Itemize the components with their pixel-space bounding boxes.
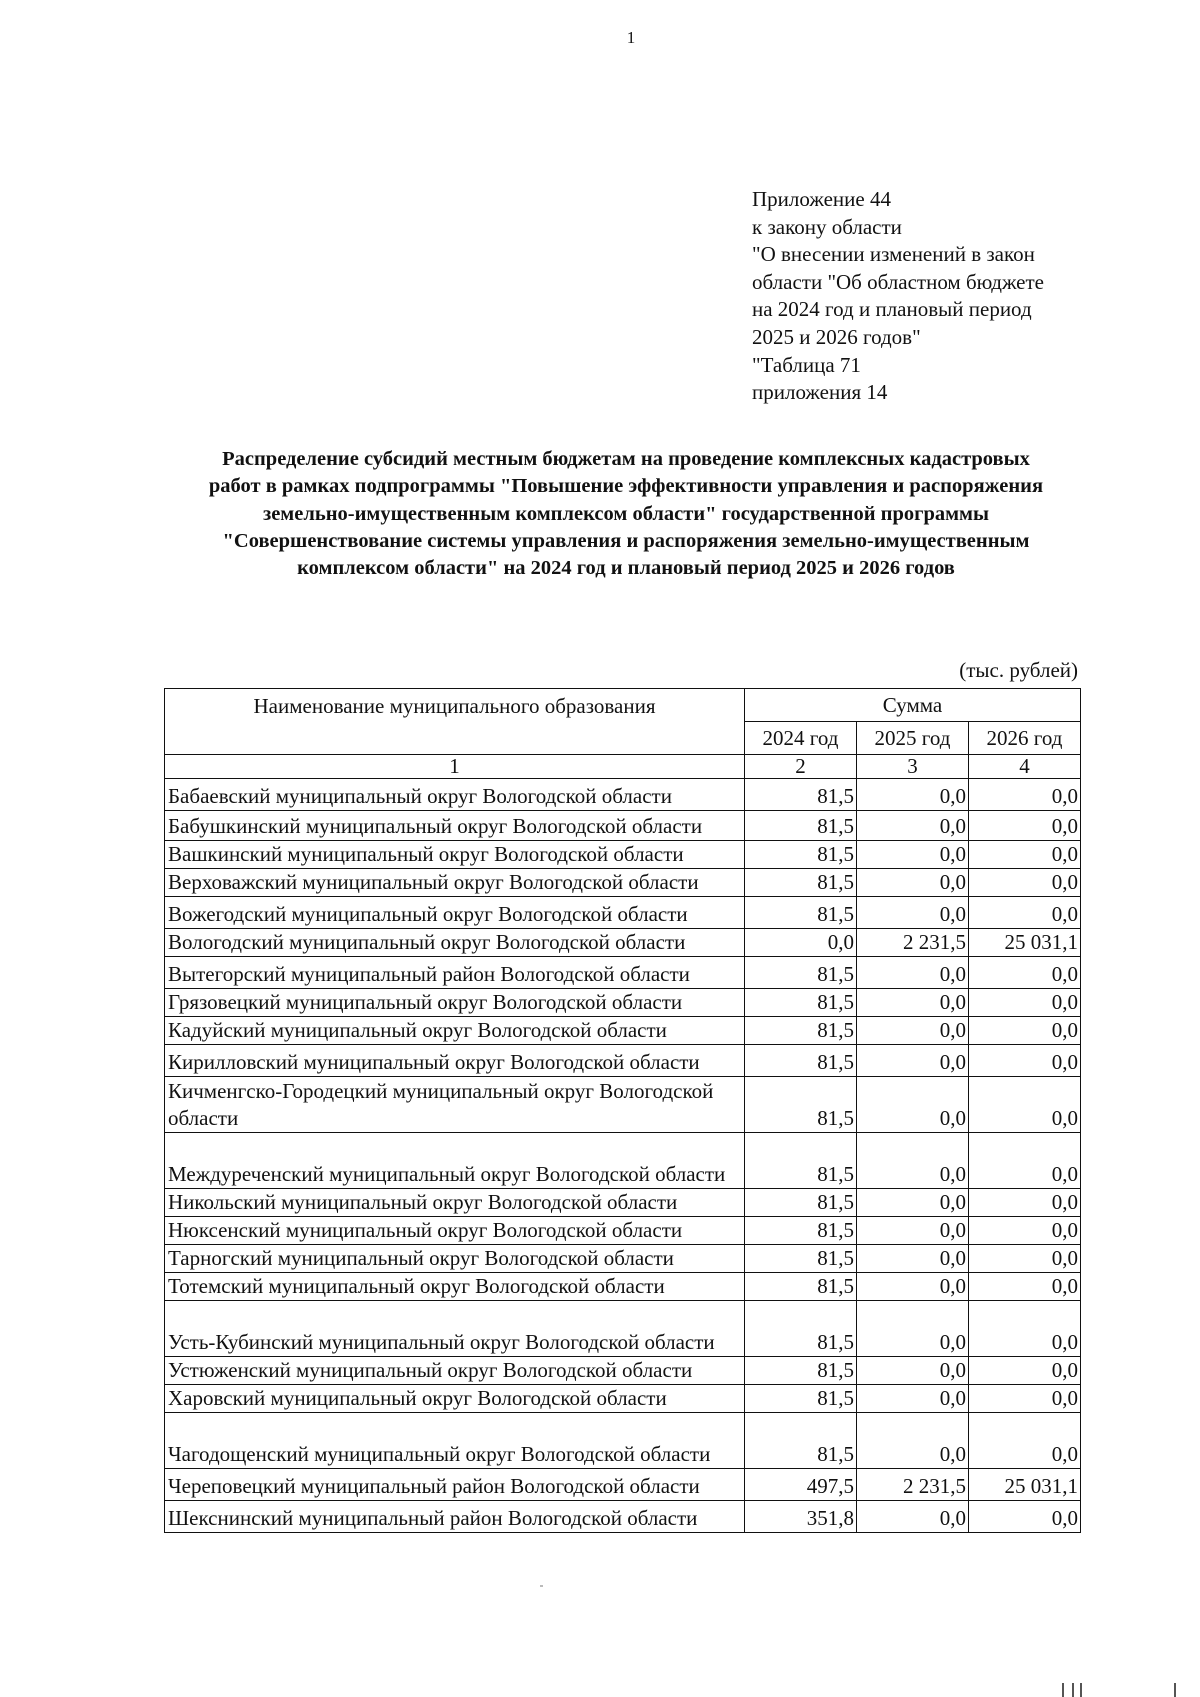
amount-2025-cell: 0,0 <box>857 957 969 989</box>
municipality-name-cell: Вологодский муниципальный округ Вологодской области <box>165 929 745 957</box>
amount-2026-cell: 0,0 <box>969 1217 1081 1245</box>
table-row <box>165 1189 1081 1217</box>
appendix-line: 2025 и 2026 годов" <box>752 324 921 349</box>
amount-2025-cell: 0,0 <box>857 1273 969 1301</box>
amount-2024-cell: 81,5 <box>745 1217 857 1245</box>
title-line: "Совершенствование системы управления и распоряжения земельно-имущественным <box>222 529 1030 552</box>
amount-2026-cell: 0,0 <box>969 1133 1081 1189</box>
amount-2026-cell: 0,0 <box>969 989 1081 1017</box>
appendix-line: Приложение 44 <box>752 187 891 211</box>
municipality-name-cell: Верховажский муниципальный округ Вологодской области <box>165 869 745 897</box>
amount-2025-cell: 0,0 <box>857 779 969 811</box>
amount-2025-cell: 0,0 <box>857 1413 969 1469</box>
amount-2025-cell: 0,0 <box>857 841 969 869</box>
amount-2024-cell: 81,5 <box>745 1385 857 1413</box>
header-year-2026: 2026 год <box>969 722 1081 755</box>
amount-2026-cell: 25 031,1 <box>969 929 1081 957</box>
amount-2025-cell: 0,0 <box>857 989 969 1017</box>
title-line: земельно-имущественным комплексом области" государственной программы <box>262 502 990 525</box>
amount-2024-cell: 81,5 <box>745 1133 857 1189</box>
table-row <box>165 957 1081 989</box>
amount-2024-cell: 81,5 <box>745 957 857 989</box>
amount-2024-cell: 497,5 <box>745 1469 857 1501</box>
header-municipality: Наименование муниципального образования <box>165 689 745 755</box>
scan-speck <box>540 1585 543 1587</box>
municipality-name-cell: Усть-Кубинский муниципальный округ Вологодской области <box>165 1301 745 1357</box>
municipality-name-cell: Чагодощенский муниципальный округ Вологодской области <box>165 1413 745 1469</box>
amount-2026-cell: 0,0 <box>969 779 1081 811</box>
column-number-row <box>165 755 1081 779</box>
amount-2026-cell: 0,0 <box>969 841 1081 869</box>
municipality-name-cell: Шекснинский муниципальный район Вологодской области <box>165 1501 745 1533</box>
appendix-line: "Таблица 71 <box>752 352 861 377</box>
amount-2024-cell: 351,8 <box>745 1501 857 1533</box>
column-number: 4 <box>969 755 1081 779</box>
amount-2025-cell: 0,0 <box>857 1045 969 1077</box>
amount-2026-cell: 0,0 <box>969 897 1081 929</box>
table-row <box>165 1077 1081 1133</box>
table-row <box>165 811 1081 841</box>
municipality-name-cell: Никольский муниципальный округ Вологодской области <box>165 1189 745 1217</box>
table-row <box>165 1273 1081 1301</box>
amount-2026-cell: 0,0 <box>969 1357 1081 1385</box>
amount-2026-cell: 0,0 <box>969 957 1081 989</box>
amount-2026-cell: 0,0 <box>969 811 1081 841</box>
amount-2025-cell: 0,0 <box>857 811 969 841</box>
table-row <box>165 1245 1081 1273</box>
amount-2026-cell: 0,0 <box>969 1045 1081 1077</box>
column-number: 1 <box>165 755 745 779</box>
amount-2024-cell: 0,0 <box>745 929 857 957</box>
table-row <box>165 1501 1081 1533</box>
table-row <box>165 929 1081 957</box>
table-row <box>165 1469 1081 1501</box>
header-year-2024: 2024 год <box>745 722 857 755</box>
amount-2025-cell: 0,0 <box>857 1385 969 1413</box>
table-row <box>165 1385 1081 1413</box>
scan-edge-mark <box>1072 1683 1074 1697</box>
table-row <box>165 1357 1081 1385</box>
amount-2024-cell: 81,5 <box>745 989 857 1017</box>
amount-2024-cell: 81,5 <box>745 1045 857 1077</box>
amount-2025-cell: 0,0 <box>857 1189 969 1217</box>
amount-2025-cell: 2 231,5 <box>857 929 969 957</box>
amount-2026-cell: 0,0 <box>969 1385 1081 1413</box>
amount-2024-cell: 81,5 <box>745 779 857 811</box>
column-number: 3 <box>857 755 969 779</box>
table-row <box>165 1217 1081 1245</box>
municipality-name-cell: Тарногский муниципальный округ Вологодской области <box>165 1245 745 1273</box>
amount-2025-cell: 0,0 <box>857 1133 969 1189</box>
amount-2024-cell: 81,5 <box>745 841 857 869</box>
table-row <box>165 989 1081 1017</box>
amount-2024-cell: 81,5 <box>745 1017 857 1045</box>
appendix-line: "О внесении изменений в закон <box>752 242 1035 267</box>
municipality-name-cell: Бабушкинский муниципальный округ Вологодской области <box>165 811 745 841</box>
appendix-line: к закону области <box>752 214 902 239</box>
column-number: 2 <box>745 755 857 779</box>
table-row <box>165 897 1081 929</box>
amount-2025-cell: 0,0 <box>857 1077 969 1133</box>
municipality-name-cell: Кирилловский муниципальный округ Вологодской области <box>165 1045 745 1077</box>
amount-2026-cell: 0,0 <box>969 1189 1081 1217</box>
amount-2025-cell: 0,0 <box>857 1357 969 1385</box>
amount-2024-cell: 81,5 <box>745 1077 857 1133</box>
amount-2024-cell: 81,5 <box>745 1189 857 1217</box>
amount-2024-cell: 81,5 <box>745 1301 857 1357</box>
table-row <box>165 1301 1081 1357</box>
amount-2026-cell: 0,0 <box>969 1413 1081 1469</box>
municipality-name-cell: Кичменгско-Городецкий муниципальный округ Вологодской области <box>165 1077 745 1133</box>
amount-2024-cell: 81,5 <box>745 869 857 897</box>
municipality-name-cell: Грязовецкий муниципальный округ Вологодской области <box>165 989 745 1017</box>
header-row <box>165 689 1081 722</box>
amount-2025-cell: 0,0 <box>857 1501 969 1533</box>
amount-2025-cell: 2 231,5 <box>857 1469 969 1501</box>
municipality-name-cell: Череповецкий муниципальный район Вологодской области <box>165 1469 745 1501</box>
amount-2025-cell: 0,0 <box>857 869 969 897</box>
table-row <box>165 869 1081 897</box>
scan-edge-mark <box>1174 1683 1176 1697</box>
appendix-line: на 2024 год и плановый период <box>752 297 1032 322</box>
document-title <box>160 446 1092 582</box>
amount-2025-cell: 0,0 <box>857 1245 969 1273</box>
appendix-line: приложения 14 <box>752 380 888 405</box>
amount-2024-cell: 81,5 <box>745 1273 857 1301</box>
title-line: работ в рамках подпрограммы "Повышение эффективности управления и распоряжения <box>208 475 1044 498</box>
title-line: комплексом области" на 2024 год и плановый период 2025 и 2026 годов <box>297 557 955 580</box>
municipality-name-cell: Вытегорский муниципальный район Вологодской области <box>165 957 745 989</box>
appendix-reference <box>752 186 1044 407</box>
amount-2026-cell: 0,0 <box>969 1077 1081 1133</box>
amount-2026-cell: 0,0 <box>969 1501 1081 1533</box>
table-row <box>165 1045 1081 1077</box>
municipality-name-cell: Нюксенский муниципальный округ Вологодской области <box>165 1217 745 1245</box>
header-sum: Сумма <box>745 689 1081 722</box>
amount-2025-cell: 0,0 <box>857 1301 969 1357</box>
table-row <box>165 779 1081 811</box>
municipality-name-cell: Харовский муниципальный округ Вологодской области <box>165 1385 745 1413</box>
table-row <box>165 1133 1081 1189</box>
amount-2026-cell: 0,0 <box>969 869 1081 897</box>
amount-2024-cell: 81,5 <box>745 897 857 929</box>
subsidy-table <box>164 688 1081 1533</box>
amount-2024-cell: 81,5 <box>745 811 857 841</box>
amount-2025-cell: 0,0 <box>857 1217 969 1245</box>
amount-2024-cell: 81,5 <box>745 1413 857 1469</box>
municipality-name-cell: Бабаевский муниципальный округ Вологодской области <box>165 779 745 811</box>
amount-2025-cell: 0,0 <box>857 897 969 929</box>
municipality-name-cell: Устюженский муниципальный округ Вологодской области <box>165 1357 745 1385</box>
municipality-name-cell: Кадуйский муниципальный округ Вологодской области <box>165 1017 745 1045</box>
page-number: 1 <box>626 28 636 47</box>
amount-2026-cell: 25 031,1 <box>969 1469 1081 1501</box>
municipality-name-cell: Междуреченский муниципальный округ Вологодской области <box>165 1133 745 1189</box>
amount-2024-cell: 81,5 <box>745 1245 857 1273</box>
units-label: (тыс. рублей) <box>959 658 1078 682</box>
amount-2024-cell: 81,5 <box>745 1357 857 1385</box>
table-row <box>165 1413 1081 1469</box>
appendix-line: области "Об областном бюджете <box>752 269 1045 294</box>
table-body <box>165 779 1081 1533</box>
amount-2026-cell: 0,0 <box>969 1245 1081 1273</box>
municipality-name-cell: Вожегодский муниципальный округ Вологодской области <box>165 897 745 929</box>
amount-2026-cell: 0,0 <box>969 1301 1081 1357</box>
municipality-name-cell: Вашкинский муниципальный округ Вологодской области <box>165 841 745 869</box>
amount-2026-cell: 0,0 <box>969 1273 1081 1301</box>
table-row <box>165 1017 1081 1045</box>
municipality-name-cell: Тотемский муниципальный округ Вологодской области <box>165 1273 745 1301</box>
amount-2025-cell: 0,0 <box>857 1017 969 1045</box>
header-year-2025: 2025 год <box>857 722 969 755</box>
title-line: Распределение субсидий местным бюджетам на проведение комплексных кадастровых <box>222 448 1030 470</box>
table-row <box>165 841 1081 869</box>
scan-edge-mark <box>1062 1683 1064 1697</box>
scan-edge-mark <box>1080 1683 1082 1697</box>
amount-2026-cell: 0,0 <box>969 1017 1081 1045</box>
